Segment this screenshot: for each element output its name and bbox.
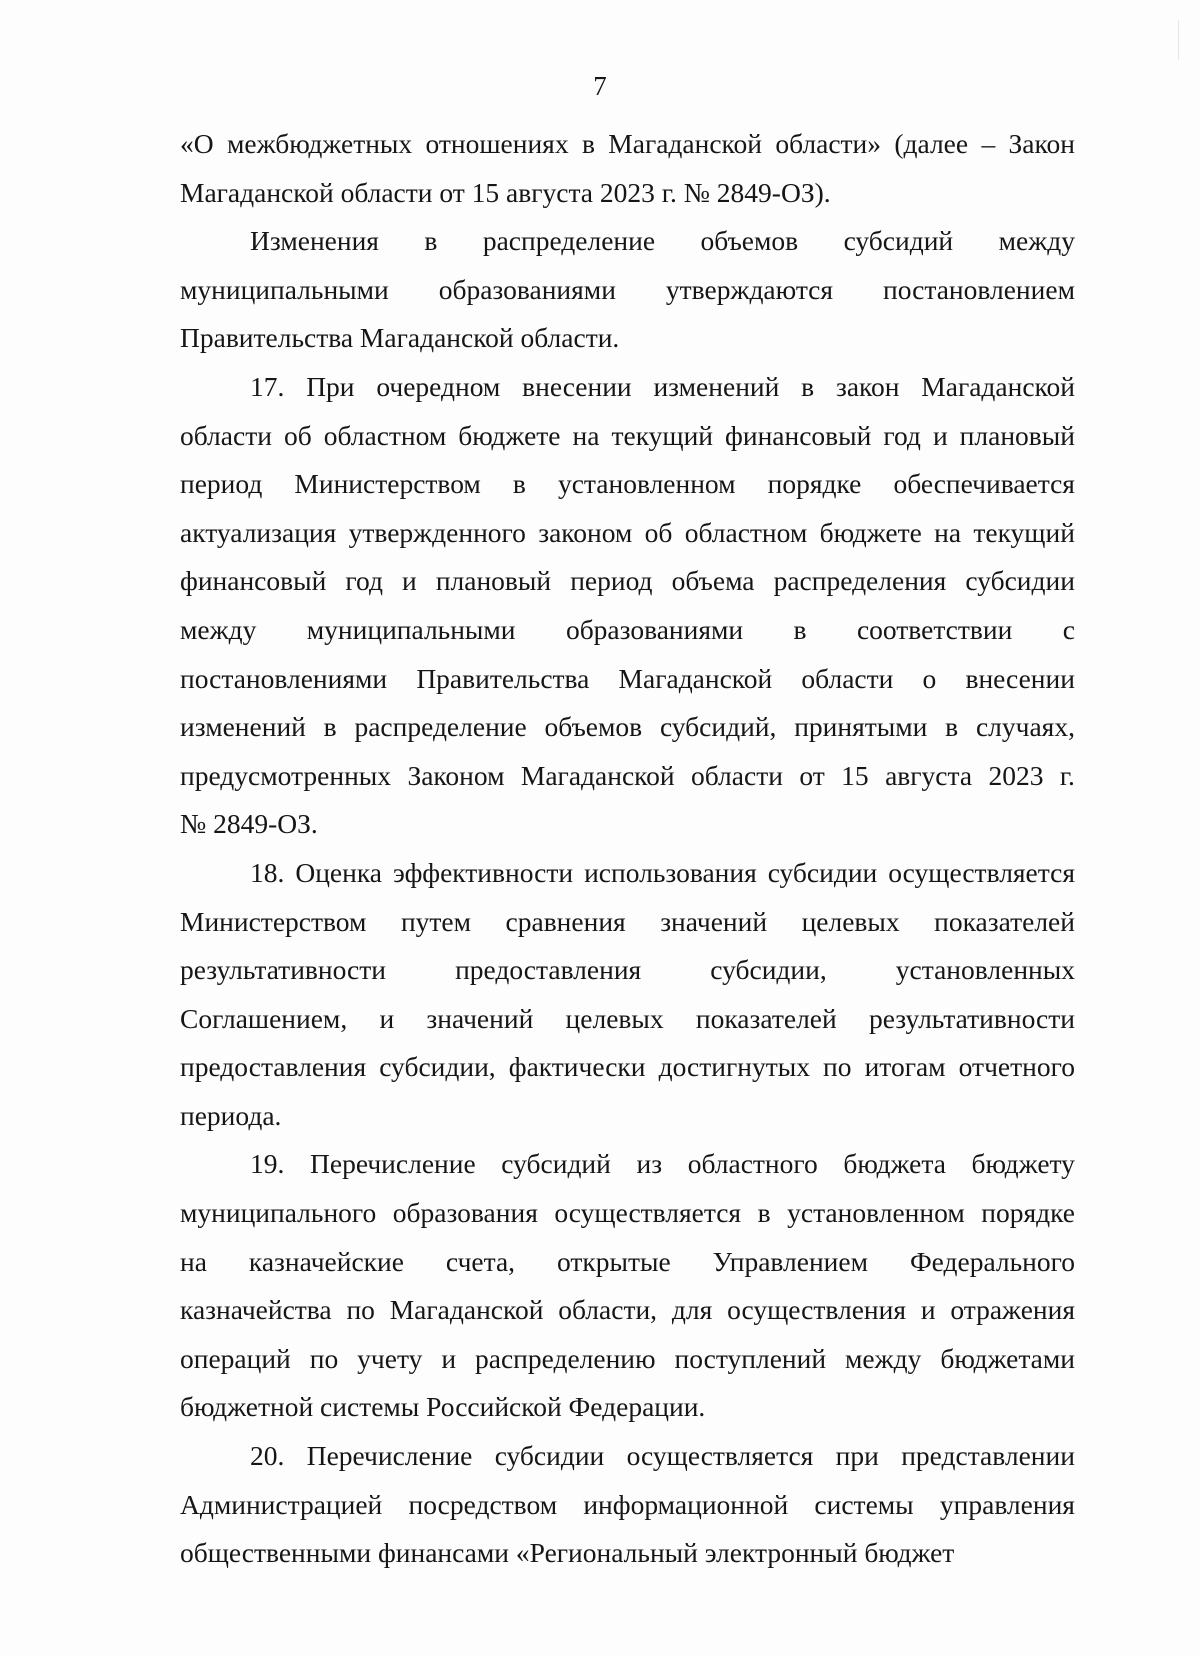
text-line: 17. При очередном внесении изменений в закон Магаданской bbox=[250, 370, 1075, 402]
text-line: казначейства по Магаданской области, для осуществления и отражения bbox=[180, 1294, 1075, 1326]
paragraph-p-20 bbox=[180, 1432, 1075, 1578]
text-line: Изменения в распределение объемов субсидий между bbox=[250, 225, 1075, 257]
paragraph-p-cont bbox=[180, 120, 1075, 217]
text-line: между муниципальными образованиями в соответствии с bbox=[180, 613, 1075, 645]
text-line: предоставления субсидии, фактически достигнутых по итогам отчетного bbox=[180, 1051, 1075, 1083]
text-line: Администрацией посредством информационной системы управления bbox=[180, 1488, 1075, 1520]
paragraph-p-19 bbox=[180, 1140, 1075, 1432]
text-line: «О межбюджетных отношениях в Магаданской области» (далее – Закон bbox=[180, 128, 1075, 159]
text-line: Министерством путем сравнения значений целевых показателей bbox=[180, 905, 1075, 937]
paragraph-p-17 bbox=[180, 363, 1075, 849]
paragraph-p-18 bbox=[180, 849, 1075, 1141]
text-line: области об областном бюджете на текущий финансовый год и плановый bbox=[180, 419, 1075, 451]
text-line: Магаданской области от 15 августа 2023 г. № 2849-ОЗ). bbox=[180, 176, 831, 208]
text-line: бюджетной системы Российской Федерации. bbox=[180, 1391, 706, 1423]
text-line: периода. bbox=[180, 1099, 282, 1131]
text-line: 19. Перечисление субсидий из областного бюджета бюджету bbox=[250, 1148, 1075, 1180]
text-line: № 2849-ОЗ. bbox=[180, 808, 318, 840]
text-line: предусмотренных Законом Магаданской области от 15 августа 2023 г. bbox=[180, 759, 1075, 791]
text-line: актуализация утвержденного законом об областном бюджете на текущий bbox=[180, 516, 1075, 548]
text-line: на казначейские счета, открытые Управлением Федерального bbox=[180, 1245, 1075, 1277]
text-line: период Министерством в установленном порядке обеспечивается bbox=[180, 468, 1075, 500]
text-line: постановлениями Правительства Магаданской области о внесении bbox=[180, 662, 1075, 694]
text-line: результативности предоставления субсидии, установленных bbox=[180, 954, 1075, 986]
text-line: изменений в распределение объемов субсидий, принятыми в случаях, bbox=[180, 711, 1075, 743]
scan-artifact bbox=[1178, 20, 1179, 60]
text-line: общественными финансами «Региональный электронный бюджет bbox=[180, 1537, 955, 1569]
text-line: финансовый год и плановый период объема распределения субсидии bbox=[180, 565, 1075, 597]
paragraph-p-changes bbox=[180, 217, 1075, 363]
text-line: муниципального образования осуществляется в установленном порядке bbox=[180, 1197, 1075, 1229]
text-line: 20. Перечисление субсидии осуществляется при представлении bbox=[250, 1440, 1075, 1472]
text-line: муниципальными образованиями утверждаются постановлением bbox=[180, 273, 1075, 305]
text-line: Правительства Магаданской области. bbox=[180, 322, 620, 354]
text-line: операций по учету и распределению поступлений между бюджетами bbox=[180, 1342, 1075, 1374]
text-line: Соглашением, и значений целевых показателей результативности bbox=[180, 1002, 1075, 1034]
text-line: 18. Оценка эффективности использования субсидии осуществляется bbox=[250, 856, 1075, 888]
page-number: 7 bbox=[593, 71, 607, 101]
document-body bbox=[180, 120, 1075, 1578]
